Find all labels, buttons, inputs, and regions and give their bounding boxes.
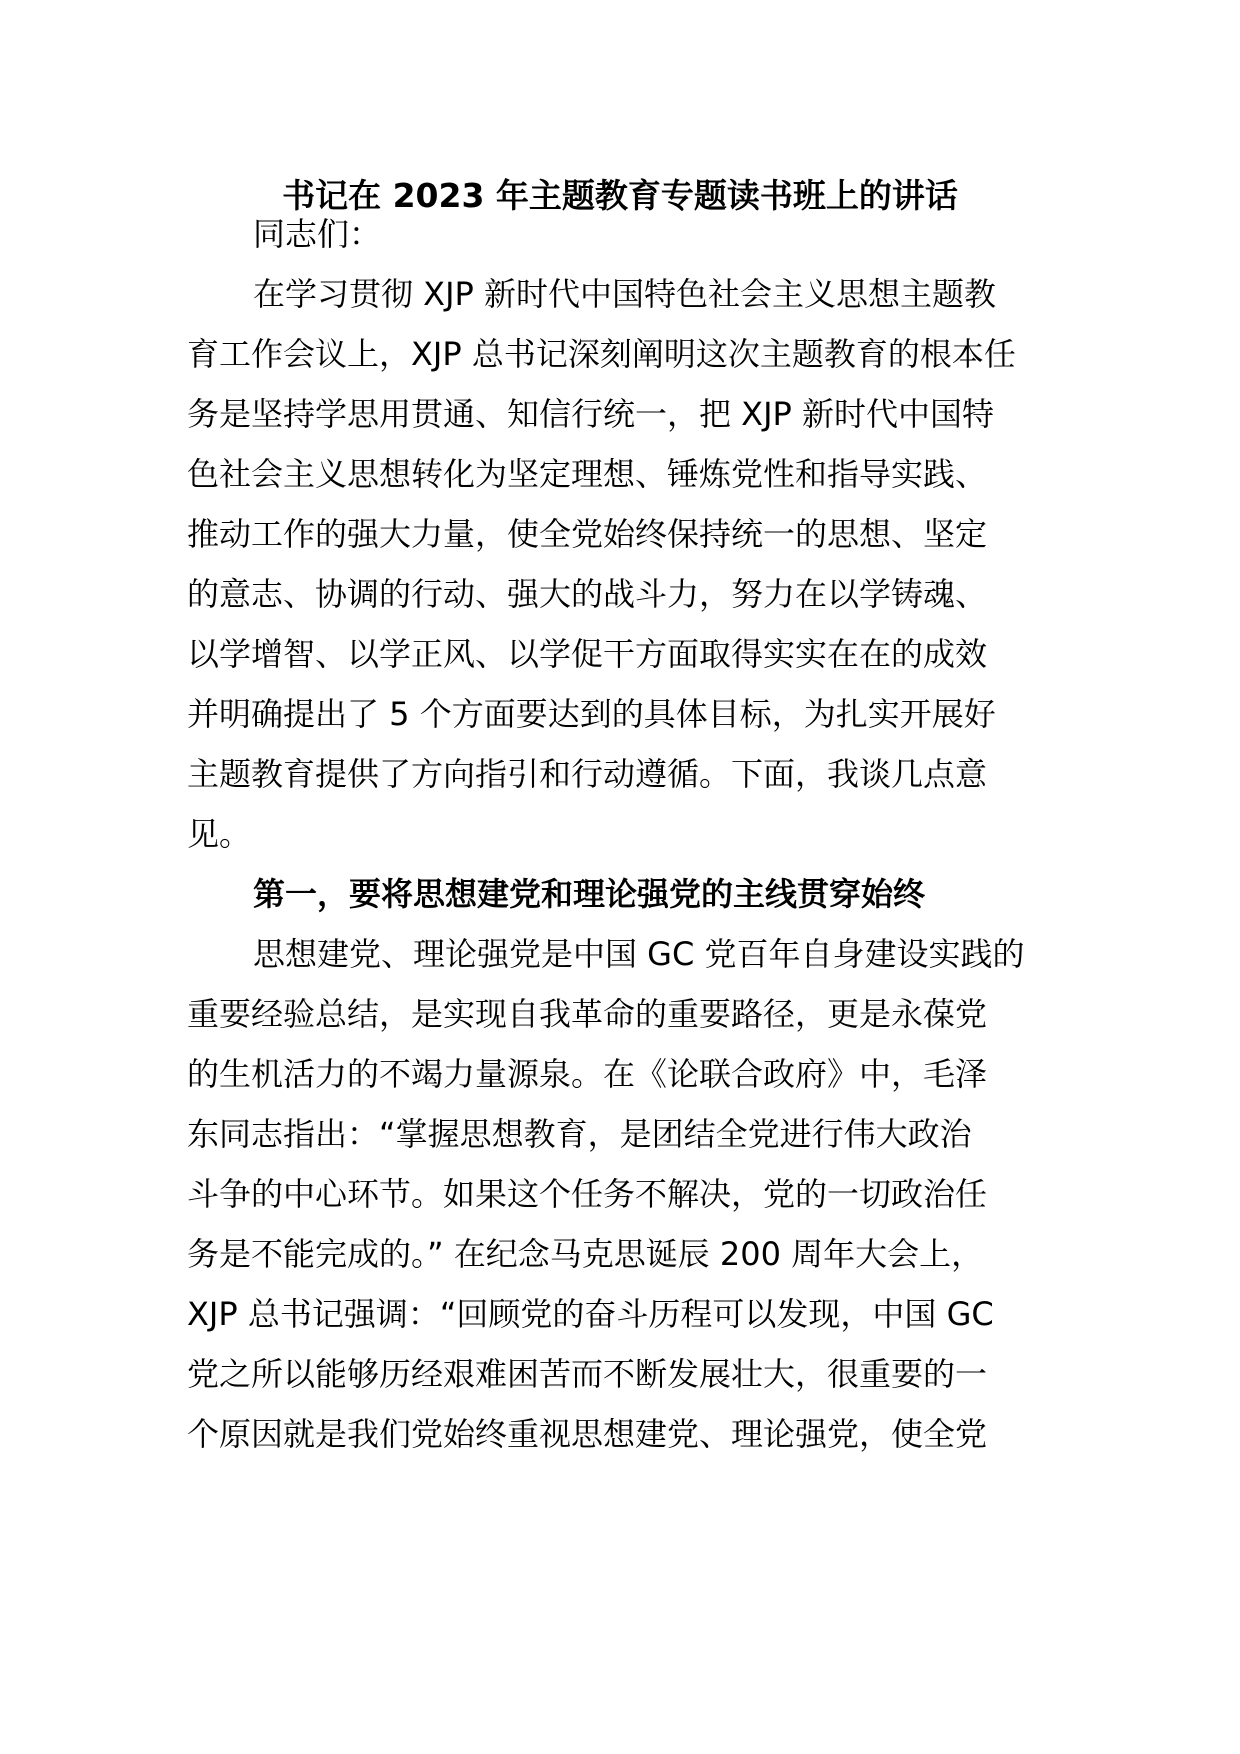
paragraph-1-line: 育工作会议上，XJP 总书记深刻阐明这次主题教育的根本任 xyxy=(187,335,1016,373)
paragraph-1-line: 在学习贯彻 XJP 新时代中国特色社会主义思想主题教 xyxy=(253,275,997,313)
paragraph-1-line: 色社会主义思想转化为坚定理想、锤炼党性和指导实践、 xyxy=(187,455,988,493)
paragraph-1-line: 推动工作的强大力量，使全党始终保持统一的思想、坚定 xyxy=(187,515,988,553)
paragraph-2-line: XJP 总书记强调：“回顾党的奋斗历程可以发现，中国 GC xyxy=(187,1295,994,1333)
paragraph-2-line: 重要经验总结，是实现自我革命的重要路径，更是永葆党 xyxy=(187,995,988,1033)
paragraph-2-line: 个原因就是我们党始终重视思想建党、理论强党，使全党 xyxy=(187,1415,988,1453)
paragraph-2-line: 务是不能完成的。” 在纪念马克思诞辰 200 周年大会上， xyxy=(187,1235,984,1273)
paragraph-2-line: 思想建党、理论强党是中国 GC 党百年自身建设实践的 xyxy=(253,935,1025,973)
paragraph-2-line: 斗争的中心环节。如果这个任务不解决，党的一切政治任 xyxy=(187,1175,988,1213)
paragraph-1-line: 并明确提出了 5 个方面要达到的具体目标，为扎实开展好 xyxy=(187,695,996,733)
paragraph-1-line: 主题教育提供了方向指引和行动遵循。下面，我谈几点意 xyxy=(187,755,988,793)
document-title: 书记在 2023 年主题教育专题读书班上的讲话 xyxy=(282,176,958,215)
paragraph-2-line: 东同志指出：“掌握思想教育，是团结全党进行伟大政治 xyxy=(187,1115,972,1153)
paragraph-2-line: 的生机活力的不竭力量源泉。在《论联合政府》中，毛泽 xyxy=(187,1055,988,1093)
paragraph-1-line: 务是坚持学思用贯通、知信行统一，把 XJP 新时代中国特 xyxy=(187,395,995,433)
paragraph-2-line: 党之所以能够历经艰难困苦而不断发展壮大，很重要的一 xyxy=(187,1355,988,1393)
paragraph-1-line: 以学增智、以学正风、以学促干方面取得实实在在的成效 xyxy=(187,635,988,673)
section-heading: 第一，要将思想建党和理论强党的主线贯穿始终 xyxy=(253,875,926,913)
paragraph-1-line: 见。 xyxy=(187,815,252,853)
greeting: 同志们： xyxy=(253,215,382,253)
paragraph-1-line: 的意志、协调的行动、强大的战斗力，努力在以学铸魂、 xyxy=(187,575,988,613)
